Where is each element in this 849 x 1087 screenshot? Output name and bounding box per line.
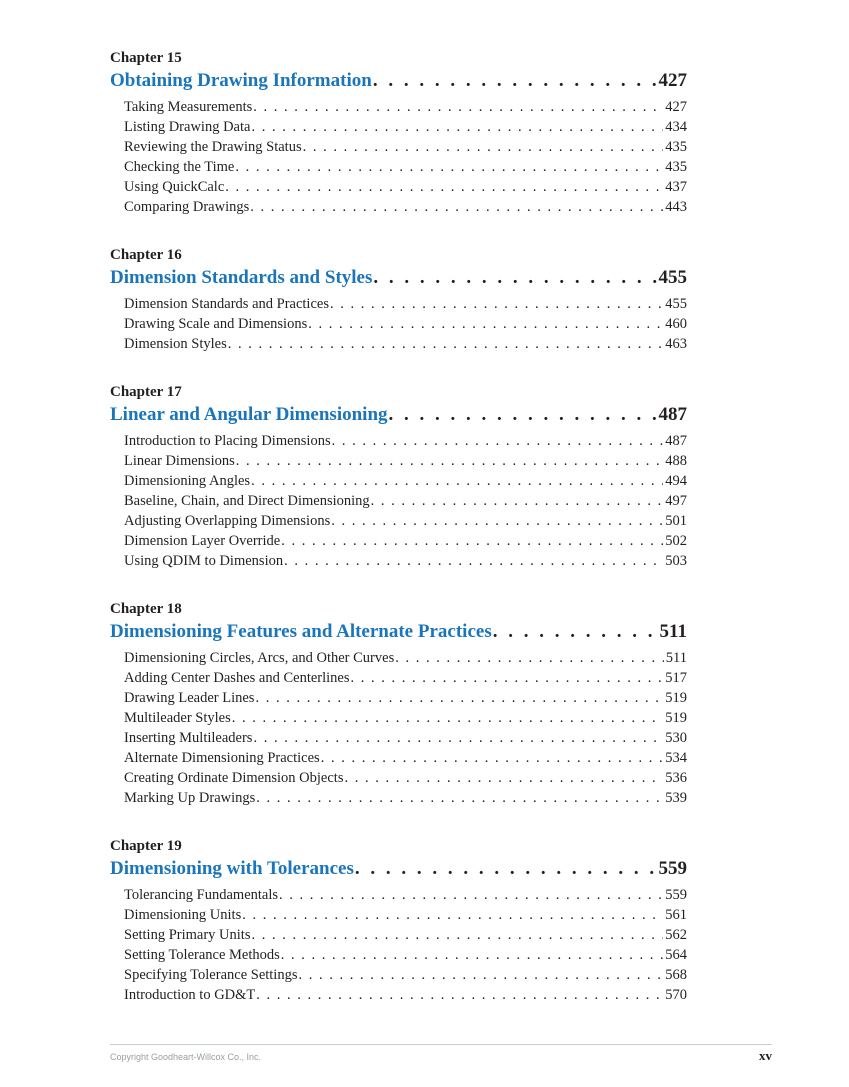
section-page-number: 443 [665,199,687,215]
dot-leader [298,965,663,985]
chapter-block [110,245,687,354]
section-title: Adjusting Overlapping Dimensions [124,513,331,529]
toc-entry [110,905,687,925]
section-title: Specifying Tolerance Settings [124,967,298,983]
dot-leader [253,728,663,748]
chapter-label: Chapter 16 [110,247,182,263]
chapter-title-row [110,403,687,427]
dot-leader [332,431,664,451]
section-title: Adding Center Dashes and Centerlines [124,670,350,686]
section-page-number: 530 [665,730,687,746]
section-page-number: 517 [665,670,687,686]
dot-leader [321,748,664,768]
section-title: Checking the Time [124,159,235,175]
folio-page-number: xv [759,1048,772,1063]
toc-entry [110,314,687,334]
section-page-number: 460 [665,316,687,332]
toc-entry [110,985,687,1005]
toc-entry [110,294,687,314]
chapter-page-number: 455 [658,267,687,288]
section-title: Tolerancing Fundamentals [124,887,279,903]
section-title: Dimension Layer Override [124,533,281,549]
section-page-number: 488 [665,453,687,469]
section-page-number: 435 [665,139,687,155]
toc-entry [110,117,687,137]
toc-entry [110,925,687,945]
toc-entry [110,945,687,965]
section-title: Creating Ordinate Dimension Objects [124,770,344,786]
chapter-title-row [110,266,687,290]
section-page-number: 435 [665,159,687,175]
chapter-title: Linear and Angular Dimensioning [110,404,388,425]
copyright-text: Copyright Goodheart-Willcox Co., Inc. [110,1052,262,1062]
section-title: Linear Dimensions [124,453,235,469]
dot-leader [251,117,663,137]
dot-leader [253,97,663,117]
dot-leader [371,491,664,511]
section-title: Setting Tolerance Methods [124,947,280,963]
section-page-number: 511 [665,650,687,666]
dot-leader [355,857,657,881]
dot-leader [242,905,663,925]
toc-entry [110,748,687,768]
section-page-number: 463 [665,336,687,352]
section-title: Comparing Drawings [124,199,250,215]
toc-entry [110,177,687,197]
section-page-number: 536 [665,770,687,786]
dot-leader [395,648,664,668]
chapter-block [110,382,687,571]
dot-leader [373,69,657,93]
dot-leader [303,137,664,157]
section-page-number: 539 [665,790,687,806]
section-title: Dimensioning Units [124,907,242,923]
dot-leader [251,471,663,491]
section-page-number: 503 [665,553,687,569]
section-title: Dimension Standards and Practices [124,296,329,312]
chapter-block [110,48,687,217]
toc-entry [110,157,687,177]
dot-leader [256,985,663,1005]
toc-entry [110,334,687,354]
section-page-number: 559 [665,887,687,903]
section-page-number: 434 [665,119,687,135]
section-title: Using QDIM to Dimension [124,553,284,569]
toc-entry [110,471,687,491]
toc-entry [110,197,687,217]
section-title: Alternate Dimensioning Practices [124,750,320,766]
chapter-title: Dimension Standards and Styles [110,267,373,288]
chapter-label: Chapter 19 [110,838,182,854]
dot-leader [373,266,656,290]
dot-leader [344,768,663,788]
chapter-page-number: 487 [658,404,687,425]
toc-entry [110,491,687,511]
dot-leader [279,885,663,905]
section-page-number: 564 [665,947,687,963]
section-page-number: 562 [665,927,687,943]
chapter-page-number: 427 [658,70,687,91]
section-page-number: 497 [665,493,687,509]
toc-entry [110,431,687,451]
toc-entry [110,728,687,748]
chapter-title: Dimensioning with Tolerances [110,858,354,879]
section-title: Drawing Leader Lines [124,690,255,706]
page-footer [110,1044,772,1064]
dot-leader [250,197,663,217]
chapter-title: Dimensioning Features and Alternate Practices [110,621,492,642]
dot-leader [389,403,657,427]
section-title: Reviewing the Drawing Status [124,139,302,155]
section-title: Introduction to GD&T [124,987,256,1003]
chapter-list [110,48,687,1005]
section-page-number: 427 [665,99,687,115]
chapter-title: Obtaining Drawing Information [110,70,372,91]
section-title: Taking Measurements [124,99,253,115]
section-page-number: 519 [665,710,687,726]
dot-leader [493,620,658,644]
section-title: Baseline, Chain, and Direct Dimensioning [124,493,370,509]
section-page-number: 561 [665,907,687,923]
dot-leader [236,451,664,471]
toc-entry [110,451,687,471]
section-page-number: 534 [665,750,687,766]
section-title: Dimensioning Circles, Arcs, and Other Curves [124,650,395,666]
toc-entry [110,708,687,728]
toc-entry [110,648,687,668]
section-title: Using QuickCalc [124,179,225,195]
chapter-label: Chapter 15 [110,50,182,66]
section-title: Listing Drawing Data [124,119,251,135]
section-title: Marking Up Drawings [124,790,256,806]
dot-leader [331,511,663,531]
section-title: Dimension Styles [124,336,227,352]
toc-entry [110,885,687,905]
toc-entry [110,668,687,688]
section-page-number: 494 [665,473,687,489]
section-page-number: 455 [665,296,687,312]
dot-leader [255,688,663,708]
dot-leader [281,945,663,965]
chapter-block [110,836,687,1005]
chapter-title-row [110,69,687,93]
table-of-contents [110,48,687,1033]
section-page-number: 437 [665,179,687,195]
section-page-number: 519 [665,690,687,706]
section-title: Drawing Scale and Dimensions [124,316,308,332]
section-title: Inserting Multileaders [124,730,253,746]
dot-leader [351,668,664,688]
dot-leader [232,708,664,728]
dot-leader [225,177,663,197]
section-list [110,648,687,808]
dot-leader [256,788,663,808]
toc-entry [110,97,687,117]
section-page-number: 502 [665,533,687,549]
section-page-number: 501 [665,513,687,529]
section-page-number: 487 [665,433,687,449]
toc-entry [110,768,687,788]
chapter-label: Chapter 18 [110,601,182,617]
section-title: Multileader Styles [124,710,231,726]
dot-leader [308,314,663,334]
section-title: Introduction to Placing Dimensions [124,433,331,449]
toc-entry [110,788,687,808]
dot-leader [235,157,663,177]
chapter-block [110,599,687,808]
toc-entry [110,688,687,708]
chapter-label: Chapter 17 [110,384,182,400]
section-list [110,97,687,217]
section-page-number: 570 [665,987,687,1003]
section-list [110,885,687,1005]
dot-leader [284,551,663,571]
toc-entry [110,965,687,985]
section-list [110,294,687,354]
section-title: Setting Primary Units [124,927,251,943]
chapter-page-number: 559 [658,858,687,879]
section-page-number: 568 [665,967,687,983]
chapter-page-number: 511 [659,621,687,642]
dot-leader [228,334,664,354]
section-list [110,431,687,571]
toc-entry [110,531,687,551]
chapter-title-row [110,857,687,881]
dot-leader [251,925,663,945]
toc-entry [110,137,687,157]
dot-leader [281,531,663,551]
dot-leader [330,294,663,314]
chapter-title-row [110,620,687,644]
section-title: Dimensioning Angles [124,473,251,489]
toc-entry [110,551,687,571]
toc-entry [110,511,687,531]
